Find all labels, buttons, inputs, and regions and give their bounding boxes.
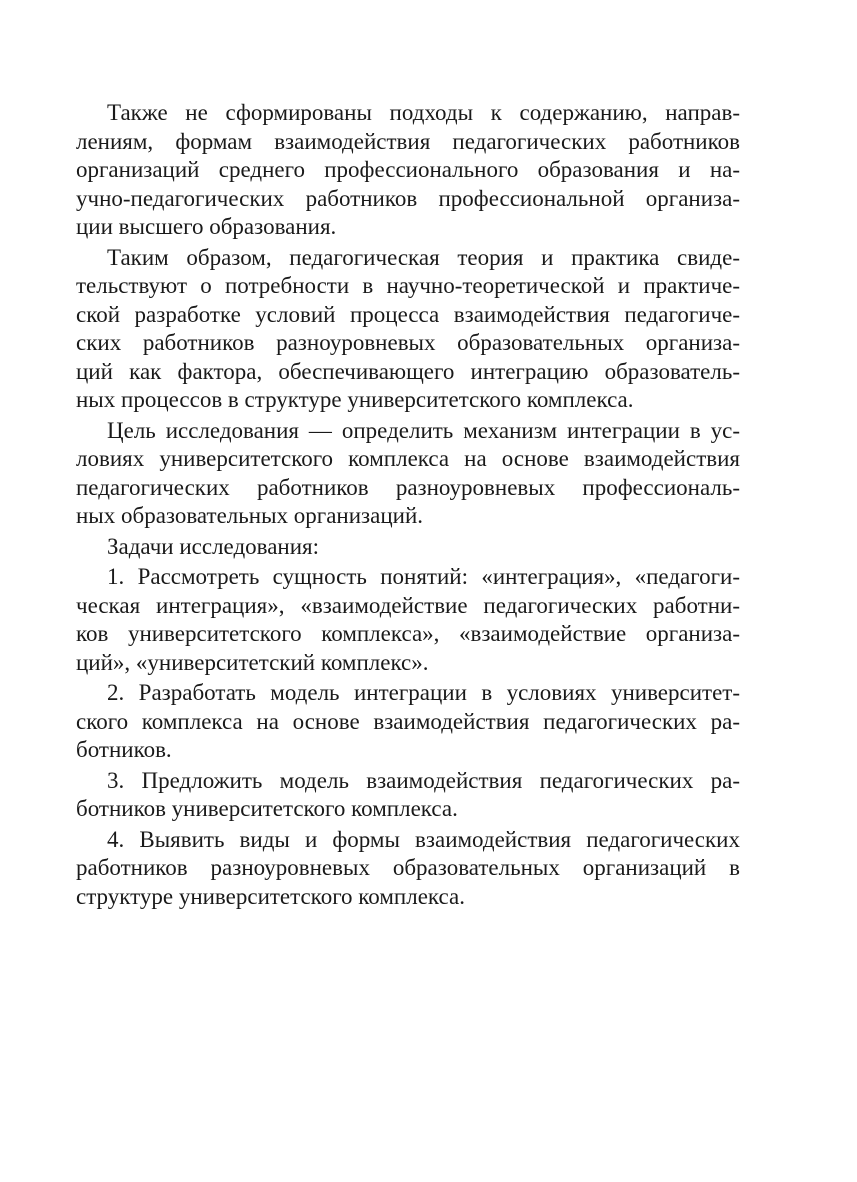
paragraph-approaches (76, 99, 740, 242)
text-line: 4. Выявить виды и формы взаимодействия педагогических (107, 826, 740, 852)
text-line: организаций среднего профессионального образования и на- (76, 157, 740, 182)
paragraph-research-goal (76, 417, 740, 531)
text-line: ского комплекса на основе взаимодействия педагогических ра- (76, 708, 740, 734)
text-line: ций», «университетский комплекс». (76, 649, 429, 675)
text-line: ловиях университетского комплекса на основе взаимодействия (76, 446, 740, 471)
text-line: ческая интеграция», «взаимодействие педагогических работни- (76, 592, 740, 618)
task-item-4 (76, 826, 740, 912)
paragraph-conclusion (76, 244, 740, 415)
text-line: ской разработке условий процесса взаимодействия педагогиче- (76, 301, 740, 327)
text-line: педагогических работников разноуровневых профессиональ- (76, 474, 740, 500)
task-item-1 (76, 563, 740, 677)
text-line: 3. Предложить модель взаимодействия педагогических ра- (107, 767, 740, 793)
text-line: тельствуют о потребности в научно-теоретической и практиче- (76, 273, 740, 298)
text-line: ских работников разноуровневых образовательных организа- (76, 330, 740, 355)
body-text (76, 99, 740, 913)
text-line: ботников. (76, 737, 172, 762)
text-line: ботников университетского комплекса. (76, 796, 458, 821)
task-item-2 (76, 679, 740, 765)
text-line: 2. Разработать модель интеграции в условиях университет- (107, 680, 740, 705)
text-line: ных образовательных организаций. (76, 503, 424, 528)
text-line: ции высшего образования. (76, 214, 337, 239)
text-line: Цель исследования — определить механизм интеграции в ус- (107, 417, 740, 443)
text-line: ков университетского комплекса», «взаимодействие организа- (76, 621, 740, 646)
text-line: 1. Рассмотреть сущность понятий: «интеграция», «педагоги- (107, 564, 740, 589)
text-line: лениям, формам взаимодействия педагогических работников (76, 128, 740, 154)
text-line: структуре университетского комплекса. (76, 883, 465, 909)
text-line: Таким образом, педагогическая теория и практика свиде- (107, 244, 740, 270)
text-line: учно-педагогических работников профессиональной организа- (76, 185, 740, 211)
text-line: работников разноуровневых образовательных организаций в (76, 855, 740, 880)
text-line: Также не сформированы подходы к содержанию, направ- (107, 100, 740, 125)
paragraph-tasks-heading (76, 533, 740, 562)
text-line: Задачи исследования: (107, 533, 320, 559)
text-line: ций как фактора, обеспечивающего интеграцию образователь- (76, 358, 740, 384)
task-item-3 (76, 767, 740, 824)
text-line: ных процессов в структуре университетского комплекса. (76, 387, 634, 412)
